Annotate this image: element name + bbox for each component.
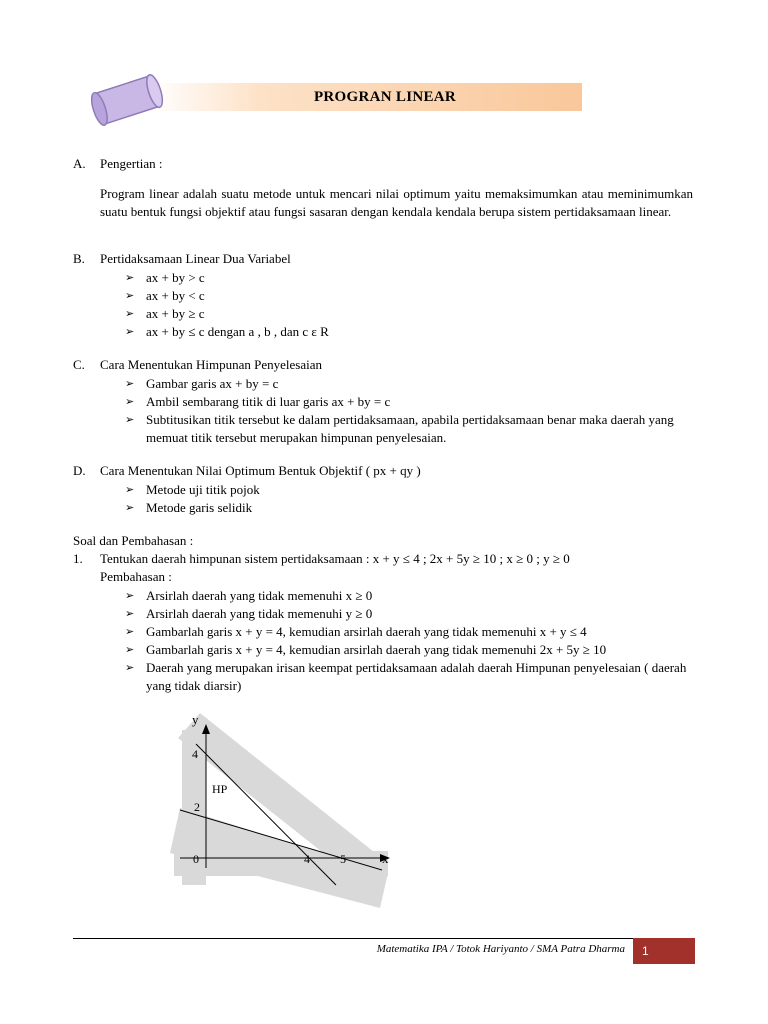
x-tick-4: 4 (304, 852, 310, 866)
arrow-bullet-icon: ➢ (125, 607, 135, 620)
pembahasan-label: Pembahasan : (100, 569, 172, 584)
list-item: ➢ Daerah yang merupakan irisan keempat pertidaksamaan adalah daerah Himpunan penyelesaian ( daerah yang tidak diarsir) (125, 660, 687, 693)
list-item: ➢ Subtitusikan titik tersebut ke dalam pertidaksamaan, apabila pertidaksamaan benar maka daerah yang memuat titik tersebut merupakan himpunan penyelesaian. (125, 412, 674, 445)
list-item: ➢ Metode uji titik pojok (125, 482, 260, 497)
section-b-list (125, 269, 329, 341)
soal-question: Tentukan daerah himpunan sistem pertidaksamaan : x + y ≤ 4 ; 2x + 5y ≥ 10 ; x ≥ 0 ; y ≥ 0 (100, 551, 570, 566)
arrow-bullet-icon: ➢ (125, 307, 135, 320)
arrow-bullet-icon: ➢ (125, 625, 135, 638)
soal-heading: Soal dan Pembahasan : (73, 533, 194, 548)
list-item: ➢ ax + by < c (125, 288, 205, 303)
section-a-paragraph: Program linear adalah suatu metode untuk mencari nilai optimum yaitu memaksimumkan atau meminimumkan suatu bentuk fungsi objektif atau fungsi sasaran dengan kendala kendala berupa sistem pertidaksamaan linear. (100, 186, 693, 219)
pembahasan-list (125, 587, 693, 695)
footer-divider (73, 938, 633, 939)
section-d-marker: D. (73, 463, 86, 478)
arrow-bullet-icon: ➢ (125, 483, 135, 496)
arrow-bullet-icon: ➢ (125, 325, 135, 338)
list-item: ➢ Arsirlah daerah yang tidak memenuhi x ≥ 0 (125, 588, 373, 603)
list-item: ➢ Arsirlah daerah yang tidak memenuhi y ≥ 0 (125, 606, 373, 621)
page-title: PROGRAN LINEAR (313, 89, 457, 105)
section-d-heading: Cara Menentukan Nilai Optimum Bentuk Objektif ( px + qy ) (100, 463, 421, 478)
arrow-bullet-icon: ➢ (125, 271, 135, 284)
origin-label: 0 (193, 852, 199, 866)
arrow-bullet-icon: ➢ (125, 643, 135, 656)
list-item: ➢ Gambar garis ax + by = c (125, 376, 279, 391)
section-a-heading: Pengertian : (100, 156, 163, 171)
list-item: ➢ ax + by ≥ c (125, 306, 205, 321)
y-axis-label: y (192, 712, 199, 727)
y-tick-4: 4 (192, 747, 198, 761)
section-d-list (125, 481, 260, 517)
list-item: ➢ Ambil sembarang titik di luar garis ax + by = c (125, 394, 391, 409)
arrow-bullet-icon: ➢ (125, 413, 135, 426)
section-a-marker: A. (73, 156, 86, 171)
arrow-bullet-icon: ➢ (125, 589, 135, 602)
arrow-bullet-icon: ➢ (125, 501, 135, 514)
list-item: ➢ ax + by > c (125, 270, 205, 285)
section-b-heading: Pertidaksamaan Linear Dua Variabel (100, 251, 291, 266)
y-tick-2: 2 (194, 800, 200, 814)
arrow-bullet-icon: ➢ (125, 395, 135, 408)
arrow-bullet-icon: ➢ (125, 377, 135, 390)
list-item: ➢ ax + by ≤ c dengan a , b , dan c ε R (125, 324, 329, 339)
list-item: ➢ Gambarlah garis x + y = 4, kemudian arsirlah daerah yang tidak memenuhi 2x + 5y ≥ 10 (125, 642, 607, 657)
x-axis-label: x (382, 851, 389, 866)
section-b-marker: B. (73, 251, 85, 266)
page-number-box (633, 938, 695, 964)
arrow-bullet-icon: ➢ (125, 289, 135, 302)
section-c-list (125, 375, 693, 447)
feasible-region-graph (160, 708, 400, 913)
soal-number: 1. (73, 551, 83, 566)
section-c-heading: Cara Menentukan Himpunan Penyelesaian (100, 357, 323, 372)
arrow-bullet-icon: ➢ (125, 661, 135, 674)
list-item: ➢ Gambarlah garis x + y = 4, kemudian arsirlah daerah yang tidak memenuhi x + y ≤ 4 (125, 624, 587, 639)
footer-text: Matematika IPA / Totok Hariyanto / SMA Patra Dharma (376, 943, 625, 955)
region-label: HP (212, 782, 228, 796)
x-tick-5: 5 (340, 852, 346, 866)
section-c-marker: C. (73, 357, 85, 372)
page-number: 1 (642, 944, 649, 958)
list-item: ➢ Metode garis selidik (125, 500, 253, 515)
